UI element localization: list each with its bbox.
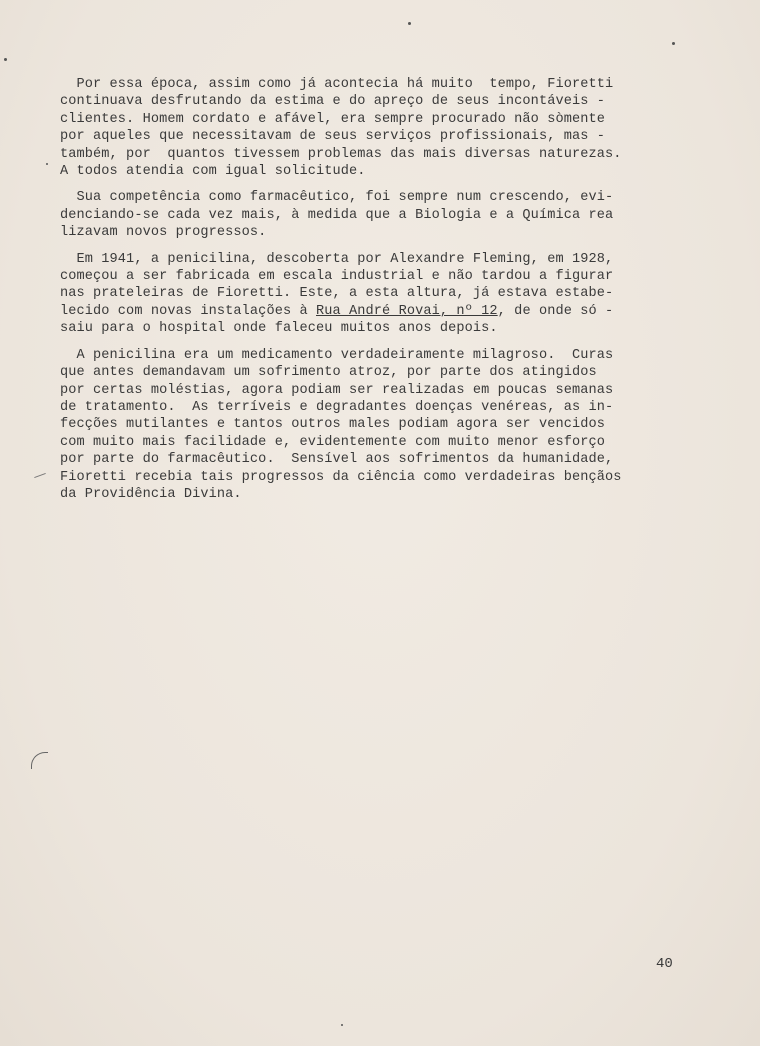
text-line: Fioretti recebia tais progressos da ciência como verdadeiras bençãos: [60, 469, 622, 485]
text-segment: lecido com novas instalações à: [60, 303, 316, 319]
address-underlined: Rua André Rovai, nº 12: [316, 303, 498, 319]
text-line: de tratamento. As terríveis e degradantes doenças venéreas, as in-: [60, 399, 614, 415]
text-line: A todos atendia com igual solicitude.: [60, 164, 366, 180]
text-line: também, por quantos tivessem problemas das mais diversas naturezas.: [60, 146, 622, 162]
text-line: por parte do farmacêutico. Sensível aos sofrimentos da humanidade,: [60, 452, 614, 468]
text-line: Sua competência como farmacêutico, foi sempre num crescendo, evi-: [60, 190, 614, 206]
paragraph-1: [60, 76, 690, 180]
text-line: por aqueles que necessitavam de seus serviços profissionais, mas -: [60, 129, 605, 145]
paragraph-4: [60, 347, 690, 504]
body-text: [60, 76, 690, 512]
binding-hole-mark: [31, 752, 48, 769]
text-line: fecções mutilantes e tantos outros males podiam agora ser vencidos: [60, 417, 605, 433]
text-line: lizavam novos progressos.: [60, 225, 267, 241]
text-line: com muito mais facilidade e, evidentemente com muito menor esforço: [60, 434, 605, 450]
paper-speck: [46, 163, 48, 165]
paragraph-2: [60, 189, 690, 241]
text-line: continuava desfrutando da estima e do apreço de seus incontáveis -: [60, 94, 605, 110]
text-line: clientes. Homem cordato e afável, era sempre procurado não sòmente: [60, 111, 605, 127]
text-line: da Providência Divina.: [60, 486, 242, 502]
text-line: saiu para o hospital onde faleceu muitos anos depois.: [60, 321, 498, 337]
paper-speck: [341, 1024, 343, 1026]
text-line: Em 1941, a penicilina, descoberta por Alexandre Fleming, em 1928,: [60, 251, 614, 267]
paper-speck: [4, 58, 7, 61]
paper-mark: [34, 473, 46, 478]
text-line: que antes demandavam um sofrimento atroz, por parte dos atingidos: [60, 365, 597, 381]
text-line: A penicilina era um medicamento verdadeiramente milagroso. Curas: [60, 347, 614, 363]
text-line: começou a ser fabricada em escala industrial e não tardou a figurar: [60, 269, 614, 285]
paper-speck: [408, 22, 411, 25]
text-line-with-address: [60, 303, 690, 320]
text-segment: , de onde só -: [497, 303, 614, 319]
text-line: nas prateleiras de Fioretti. Este, a esta altura, já estava estabe-: [60, 286, 614, 302]
page-number: 40: [656, 956, 673, 972]
paragraph-3: [60, 251, 690, 338]
text-line: Por essa época, assim como já acontecia há muito tempo, Fioretti: [60, 77, 614, 92]
paper-speck: [672, 42, 675, 45]
text-line: por certas moléstias, agora podiam ser realizadas em poucas semanas: [60, 382, 614, 398]
text-line: denciando-se cada vez mais, à medida que a Biologia e a Química rea: [60, 207, 614, 223]
